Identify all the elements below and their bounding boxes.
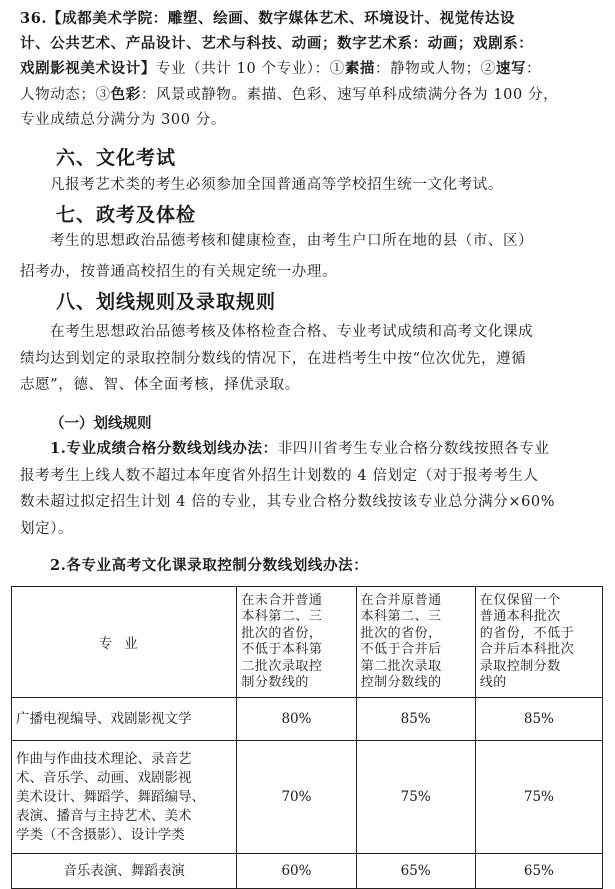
para36-line-1: 36.【成都美术学院：雕塑、绘画、数字媒体艺术、环境设计、视觉传达设 [20, 10, 516, 27]
section-7-line-2: 招考办，按普通高校招生的有关规定统一办理。 [20, 264, 338, 280]
rule-1-line-3: 数未超过拟定招生计划 4 倍的专业，其专业合格分数线按该专业总分满分×60% [20, 494, 556, 510]
rule-2-title: 2.各专业高考文化课录取控制分数线划线办法： [50, 557, 369, 574]
para36-line-2: 计、公共艺术、产品设计、艺术与科技、动画；数字艺术系：动画；戏剧系： [20, 35, 534, 52]
header-col-1 [237, 587, 356, 698]
header-col-1-line: 本科第二、三 [241, 609, 323, 624]
header-col-2 [356, 587, 475, 698]
para36-line-4-c: ：风景或静物。素描、色彩、速写单科成绩满分各为 100 分， [140, 87, 559, 103]
rule-1-heading: 1.专业成绩合格分数线划线办法： [50, 440, 278, 457]
header-col-2-line: 在合并原普通 [360, 592, 442, 608]
table-row [12, 698, 603, 741]
header-col-1-line: 不低于本科第 [241, 642, 323, 657]
row-1-value-3: 85% [475, 698, 602, 741]
section-8-line-1: 在考生思想政治品德考核及体格检查合格、专业考试成绩和高考文化课成 [50, 324, 534, 340]
row-1-value-1: 80% [237, 698, 356, 741]
rule-1 [20, 436, 610, 542]
row-2-major-line: 美术设计、舞蹈学、舞蹈编导、 [16, 788, 205, 805]
header-col-3-line: 录取控制分数 [479, 658, 561, 674]
rule-1-line-1 [20, 436, 610, 463]
table-row [12, 854, 603, 889]
para36-line-3-a: 专业（共计 10 个专业）：① [155, 61, 345, 77]
header-col-2-line: 第二批次录取 [360, 658, 442, 674]
header-col-3-line: 合并后本科批次 [479, 642, 575, 657]
table-row [12, 741, 603, 854]
table-header-row [12, 587, 603, 698]
header-col-3-line: 的省份，不低于 [479, 625, 575, 641]
header-col-1-line: 在未合并普通 [241, 592, 323, 608]
section-6-text [50, 173, 503, 198]
rule-1-line-1-rest: 非四川省考生专业合格分数线按照各专业 [277, 441, 550, 457]
row-2-value-3: 75% [475, 741, 602, 854]
section-8-line-3: 志愿”，德、智、体全面考核，择优录取。 [20, 377, 300, 393]
quick-sketch-label: 速写 [495, 60, 527, 77]
para36-line-5: 专业成绩总分满分为 300 分。 [20, 112, 226, 128]
subsection-1-title: （一）划线规则 [50, 416, 152, 432]
color-label: 色彩 [110, 86, 141, 103]
row-2-major-line: 作曲与作曲技术理论、录音艺 [16, 750, 192, 767]
header-col-2-line: 本科第二、三 [360, 609, 442, 624]
para36-line-3-d: ： [526, 61, 542, 77]
para36-line-4 [20, 82, 610, 108]
row-2-major [12, 741, 237, 854]
paragraph-36 [20, 6, 610, 133]
section-7-title: 七、政考及体检 [56, 204, 197, 226]
row-3-major [12, 854, 237, 889]
section-7-text [20, 229, 610, 285]
header-col-1-line: 批次的省份， [241, 625, 323, 641]
sketch-label: 素描 [344, 60, 376, 77]
row-2-major-line: 学类（不含摄影）、设计学类 [16, 826, 185, 843]
header-col-3-line: 线的 [479, 675, 507, 690]
section-6-line: 凡报考艺术类的考生必须参加全国普通高等学校招生统一文化考试。 [50, 177, 503, 193]
row-2-value-1: 70% [237, 741, 356, 854]
header-col-2-line: 控制分数线的 [360, 675, 442, 690]
admission-table [11, 586, 603, 889]
rule-1-line-2: 报考考生上线人数不超过本年度省外招生计划数的 4 倍划定（对于报考考生人 [20, 467, 539, 484]
header-col-2-line: 不低于合并后 [360, 642, 442, 657]
section-8-text [20, 319, 610, 399]
header-major: 专业 [12, 587, 237, 698]
para36-line-4-a: 人物动态；③ [20, 87, 111, 103]
section-6-title: 六、文化考试 [56, 147, 177, 169]
row-3-value-3: 65% [475, 854, 602, 889]
section-8-title: 八、划线规则及录取规则 [56, 291, 277, 313]
row-3-value-2: 65% [356, 854, 475, 889]
row-1-major [12, 698, 237, 741]
section-7-line-1: 考生的思想政治品德考核和健康检查，由考生户口所在地的县（市、区） [50, 233, 534, 249]
para36-line-3-c: ：静物或人物；② [375, 61, 496, 77]
section-8-line-2: 绩均达到划定的录取控制分数线的情况下，在进档考生中按“位次优先，遵循 [20, 350, 527, 367]
row-2-value-2: 75% [356, 741, 475, 854]
header-col-3-line: 普通本科批次 [479, 609, 561, 624]
header-col-1-line: 二批次录取控 [241, 658, 323, 674]
header-col-1-line: 制分数线的 [241, 675, 309, 690]
header-col-2-line: 批次的省份， [360, 625, 442, 641]
row-3-major-line: 音乐表演、舞蹈表演 [63, 862, 185, 879]
row-1-value-2: 85% [356, 698, 475, 741]
row-2-major-line: 术、音乐学、动画、戏剧影视 [16, 769, 192, 786]
header-col-3-line: 在仅保留一个 [479, 592, 561, 608]
para36-line-3 [20, 56, 610, 82]
rule-1-line-4: 划定）。 [20, 520, 74, 537]
para36-line-3-bold: 戏剧影视美术设计】 [20, 60, 156, 77]
row-3-value-1: 60% [237, 854, 356, 889]
row-1-major-line: 广播电视编导、戏剧影视文学 [16, 710, 192, 727]
row-2-major-line: 表演、播音与主持艺术、美术 [16, 807, 192, 824]
header-col-3 [475, 587, 602, 698]
